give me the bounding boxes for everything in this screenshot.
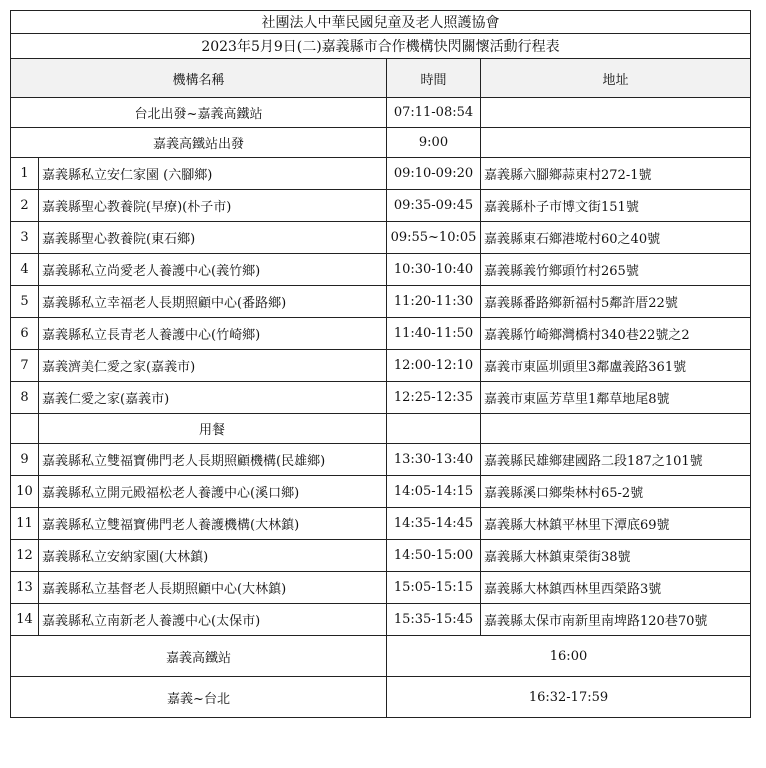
row-number: 14 [11, 604, 39, 636]
institution-address: 嘉義縣竹崎鄉灣橋村340巷22號之2 [481, 318, 751, 350]
institution-address: 嘉義縣溪口鄉柴林村65-2號 [481, 476, 751, 508]
institution-name: 嘉義縣私立基督老人長期照顧中心(大林鎮) [39, 572, 387, 604]
institution-address: 嘉義縣番路鄉新福村5鄰許厝22號 [481, 286, 751, 318]
institution-address: 嘉義縣東石鄉港墘村60之40號 [481, 222, 751, 254]
visit-time: 14:35-14:45 [387, 508, 481, 540]
visit-time: 10:30-10:40 [387, 254, 481, 286]
institution-name: 嘉義仁愛之家(嘉義市) [39, 382, 387, 414]
return-row [11, 677, 751, 718]
meal-time [387, 414, 481, 444]
institution-address: 嘉義縣太保市南新里南埤路120巷70號 [481, 604, 751, 636]
row-number: 7 [11, 350, 39, 382]
hsr-depart-address [481, 128, 751, 158]
return-time: 16:32-17:59 [387, 677, 751, 718]
table-row [11, 382, 751, 414]
meal-row [11, 414, 751, 444]
institution-name: 嘉義縣私立安納家園(大林鎮) [39, 540, 387, 572]
row-number: 8 [11, 382, 39, 414]
row-number: 3 [11, 222, 39, 254]
header-time: 時間 [387, 59, 481, 98]
hsr-depart-time: 9:00 [387, 128, 481, 158]
visit-time: 14:50-15:00 [387, 540, 481, 572]
institution-name: 嘉義縣私立安仁家園 (六腳鄉) [39, 158, 387, 190]
institution-address: 嘉義縣朴子市博文街151號 [481, 190, 751, 222]
return-label: 嘉義~台北 [11, 677, 387, 718]
schedule-sheet [10, 10, 750, 718]
hsr-arrive-time: 16:00 [387, 636, 751, 677]
table-row [11, 158, 751, 190]
visit-time: 11:40-11:50 [387, 318, 481, 350]
schedule-table [10, 10, 751, 718]
row-number: 9 [11, 444, 39, 476]
hsr-arrive-label: 嘉義高鐵站 [11, 636, 387, 677]
visit-time: 09:55~10:05 [387, 222, 481, 254]
institution-address: 嘉義縣大林鎮西林里西榮路3號 [481, 572, 751, 604]
table-row [11, 254, 751, 286]
institution-address: 嘉義市東區芳草里1鄰草地尾8號 [481, 382, 751, 414]
institution-name: 嘉義縣聖心教養院(早療)(朴子市) [39, 190, 387, 222]
table-row [11, 350, 751, 382]
institution-name: 嘉義縣私立尚愛老人養護中心(義竹鄉) [39, 254, 387, 286]
table-row [11, 540, 751, 572]
table-row [11, 286, 751, 318]
row-number: 11 [11, 508, 39, 540]
header-address: 地址 [481, 59, 751, 98]
visit-time: 11:20-11:30 [387, 286, 481, 318]
visit-time: 12:25-12:35 [387, 382, 481, 414]
table-row [11, 190, 751, 222]
row-number: 13 [11, 572, 39, 604]
depart-time: 07:11-08:54 [387, 98, 481, 128]
row-number: 6 [11, 318, 39, 350]
depart-label: 台北出發~嘉義高鐵站 [11, 98, 387, 128]
hsr-depart-label: 嘉義高鐵站出發 [11, 128, 387, 158]
row-number: 5 [11, 286, 39, 318]
meal-address [481, 414, 751, 444]
meal-label: 用餐 [39, 414, 387, 444]
header-name: 機構名稱 [11, 59, 387, 98]
document-title: 2023年5月9日(二)嘉義縣市合作機構快閃關懷活動行程表 [11, 34, 751, 59]
institution-name: 嘉義縣私立幸福老人長期照顧中心(番路鄉) [39, 286, 387, 318]
header-row [11, 59, 751, 98]
table-row [11, 572, 751, 604]
institution-name: 嘉義縣私立南新老人養護中心(太保市) [39, 604, 387, 636]
table-row [11, 476, 751, 508]
visit-time: 13:30-13:40 [387, 444, 481, 476]
institution-address: 嘉義縣民雄鄉建國路二段187之101號 [481, 444, 751, 476]
institution-name: 嘉義縣私立雙福寶佛門老人養護機構(大林鎮) [39, 508, 387, 540]
depart-row [11, 98, 751, 128]
institution-address: 嘉義縣義竹鄉頭竹村265號 [481, 254, 751, 286]
row-number: 12 [11, 540, 39, 572]
institution-name: 嘉義縣私立開元殿福松老人養護中心(溪口鄉) [39, 476, 387, 508]
depart-address [481, 98, 751, 128]
institution-name: 嘉義縣聖心教養院(東石鄉) [39, 222, 387, 254]
row-number: 10 [11, 476, 39, 508]
row-number: 1 [11, 158, 39, 190]
hsr-arrive-row [11, 636, 751, 677]
table-row [11, 318, 751, 350]
visit-time: 15:35-15:45 [387, 604, 481, 636]
table-row [11, 508, 751, 540]
visit-time: 14:05-14:15 [387, 476, 481, 508]
table-row [11, 222, 751, 254]
institution-name: 嘉義濟美仁愛之家(嘉義市) [39, 350, 387, 382]
institution-address: 嘉義縣六腳鄉蒜東村272-1號 [481, 158, 751, 190]
meal-number [11, 414, 39, 444]
row-number: 4 [11, 254, 39, 286]
institution-address: 嘉義縣大林鎮平林里下潭底69號 [481, 508, 751, 540]
visit-time: 12:00-12:10 [387, 350, 481, 382]
visit-time: 09:35-09:45 [387, 190, 481, 222]
org-title: 社團法人中華民國兒童及老人照護協會 [11, 11, 751, 34]
visit-time: 09:10-09:20 [387, 158, 481, 190]
institution-address: 嘉義市東區圳頭里3鄰盧義路361號 [481, 350, 751, 382]
visit-time: 15:05-15:15 [387, 572, 481, 604]
institution-address: 嘉義縣大林鎮東榮街38號 [481, 540, 751, 572]
table-row [11, 444, 751, 476]
hsr-depart-row [11, 128, 751, 158]
row-number: 2 [11, 190, 39, 222]
institution-name: 嘉義縣私立雙福寶佛門老人長期照顧機構(民雄鄉) [39, 444, 387, 476]
institution-name: 嘉義縣私立長青老人養護中心(竹崎鄉) [39, 318, 387, 350]
table-row [11, 604, 751, 636]
